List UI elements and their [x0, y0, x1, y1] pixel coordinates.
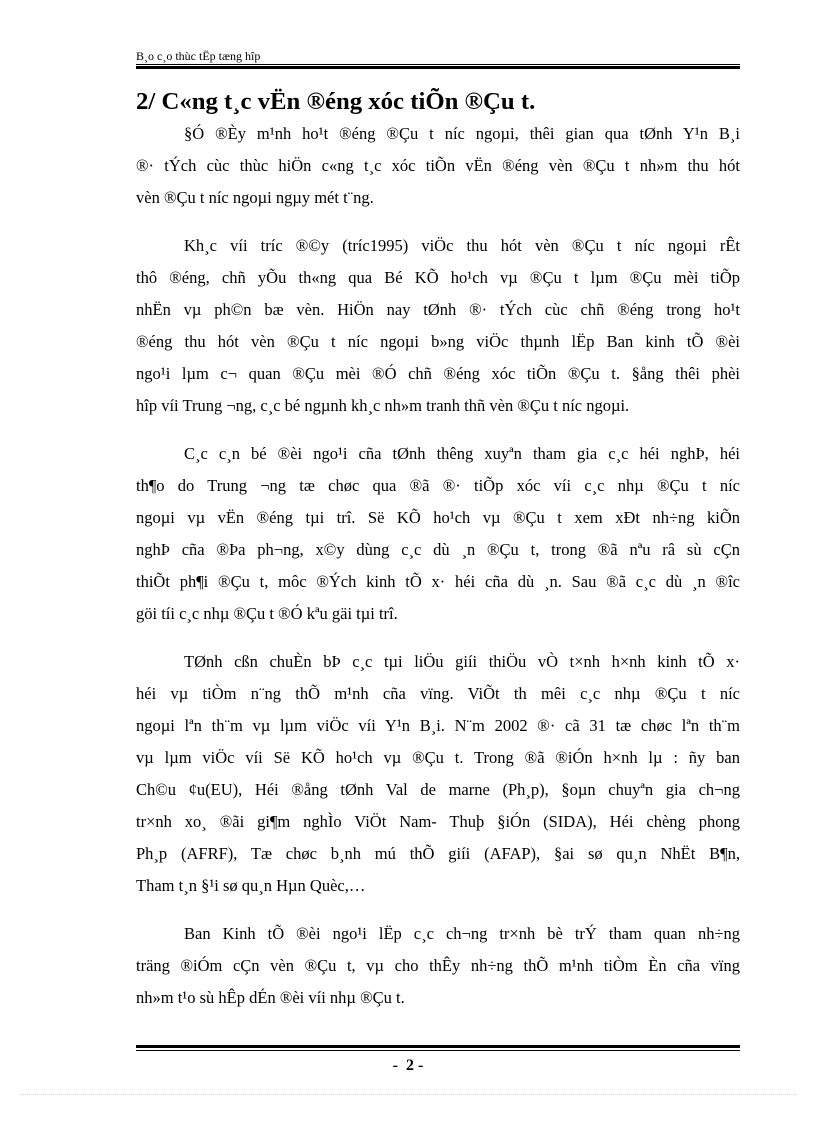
paragraph-line: Ph¸p (AFRF), Tæ chøc b¸nh mú thÕ giíi (AFAP), §ai sø qu¸n NhËt B¶n,	[136, 844, 740, 863]
footer-rule-thin	[136, 1050, 740, 1051]
paragraph-line: §Ó ®Èy m¹nh ho¹t ®éng ®Çu t níc ngoµi, thêi gian qua tØnh Y¹n B¸i	[184, 124, 740, 143]
paragraph-line: ngoµi vµ vËn ®éng tµi trî. Së KÕ ho¹ch vµ ®Çu t xem xÐt nh÷ng kiÕn	[136, 508, 740, 527]
paragraph-2	[136, 230, 740, 422]
page-header-title: B¸o c¸o thùc tËp tæng hîp	[136, 49, 261, 63]
page-edge-divider	[20, 1094, 796, 1095]
paragraph-line: ®éng thu hót vèn ®Çu t níc ngoµi b»ng viÖc thµnh lËp Ban kinh tÕ ®èi	[136, 332, 740, 351]
paragraph-line: göi tíi c¸c nhµ ®Çu t ®Ó kªu gäi tµi trî.	[136, 604, 398, 623]
paragraph-line: träng ®iÓm cÇn vèn ®Çu t, vµ cho thÊy nh÷ng thÕ m¹nh tiÒm Èn cña vïng	[136, 956, 740, 975]
paragraph-line: th¶o do Trung ¬ng tæ chøc qua ®ã ®· tiÕp xóc víi c¸c nhµ ®Çu t níc	[136, 476, 740, 495]
paragraph-1	[136, 118, 740, 214]
paragraph-line: ngo¹i lµm c¬ quan ®Çu mèi ®Ó chñ ®éng xóc tiÕn ®Çu t. §ång thêi phèi	[136, 364, 740, 383]
paragraph-line: Ch©u ¢u(EU), Héi ®ång tØnh Val de marne (Ph¸p), §oµn chuyªn gia ch¬ng	[136, 780, 740, 799]
page-number: - 2 -	[392, 1057, 424, 1074]
paragraph-line: Ban Kinh tÕ ®èi ngo¹i lËp c¸c ch¬ng tr×nh bè trÝ tham quan nh÷ng	[184, 924, 740, 943]
paragraph-line: vµ lµm viÖc víi Së KÕ ho¹ch vµ ®Çu t. Trong ®ã ®iÓn h×nh lµ : ñy ban	[136, 748, 740, 767]
paragraph-line: Tham t¸n §¹i sø qu¸n Hµn Quèc,…	[136, 876, 366, 895]
paragraph-line: héi vµ tiÒm n¨ng thÕ m¹nh cña vïng. ViÕt th mêi c¸c nhµ ®Çu t níc	[136, 684, 740, 703]
paragraph-line: nh»m t¹o sù hÊp dÉn ®èi víi nhµ ®Çu t.	[136, 988, 405, 1007]
footer-rule-thick	[136, 1045, 740, 1048]
paragraph-line: ®· tÝch cùc thùc hiÖn c«ng t¸c xóc tiÕn vËn ®éng vèn ®Çu t nh»m thu hót	[136, 156, 740, 175]
document-body	[136, 86, 740, 1030]
paragraph-line: vèn ®Çu t níc ngoµi ngµy mét t¨ng.	[136, 188, 374, 207]
paragraph-line: TØnh cßn chuÈn bÞ c¸c tµi liÖu giíi thiÖu vÒ t×nh h×nh kinh tÕ x·	[184, 652, 740, 671]
paragraph-5	[136, 918, 740, 1014]
paragraph-line: tr×nh xo¸ ®ãi gi¶m nghÌo ViÖt Nam- Thuþ §iÓn (SIDA), Héi chèng phong	[136, 812, 740, 831]
paragraph-line: nhËn vµ ph©n bæ vèn. HiÖn nay tØnh ®· tÝch cùc chñ ®éng trong ho¹t	[136, 300, 740, 319]
section-heading: 2/ C«ng t¸c vËn ®éng xóc tiÕn ®Çu t.	[136, 88, 536, 115]
paragraph-line: hîp víi Trung ¬ng, c¸c bé ngµnh kh¸c nh»m tranh thñ vèn ®Çu t níc ngoµi.	[136, 396, 630, 415]
paragraph-line: ngoµi lªn th¨m vµ lµm viÖc víi Y¹n B¸i. N¨m 2002 ®· cã 31 tæ chøc lªn th¨m	[136, 716, 740, 735]
paragraph-4	[136, 646, 740, 902]
paragraph-3	[136, 438, 740, 630]
paragraph-line: thiÕt ph¶i ®Çu t, môc ®Ých kinh tÕ x· héi cña dù ¸n. Sau ®ã c¸c dù ¸n ®îc	[136, 572, 740, 591]
paragraph-line: Kh¸c víi tríc ®©y (tríc1995) viÖc thu hót vèn ®Çu t níc ngoµi rÊt	[184, 236, 740, 255]
paragraph-line: C¸c c¸n bé ®èi ngo¹i cña tØnh thêng xuyªn tham gia c¸c héi nghÞ, héi	[184, 444, 740, 463]
header-rule-thick	[136, 66, 740, 69]
paragraph-line: thô ®éng, chñ yÕu th«ng qua Bé KÕ ho¹ch vµ ®Çu t lµm ®Çu mèi tiÕp	[136, 268, 740, 287]
paragraph-line: nghÞ cña ®Þa ph¬ng, x©y dùng c¸c dù ¸n ®Çu t, trong ®ã nªu râ sù cÇn	[136, 540, 740, 559]
header-rule-thin	[136, 64, 740, 65]
